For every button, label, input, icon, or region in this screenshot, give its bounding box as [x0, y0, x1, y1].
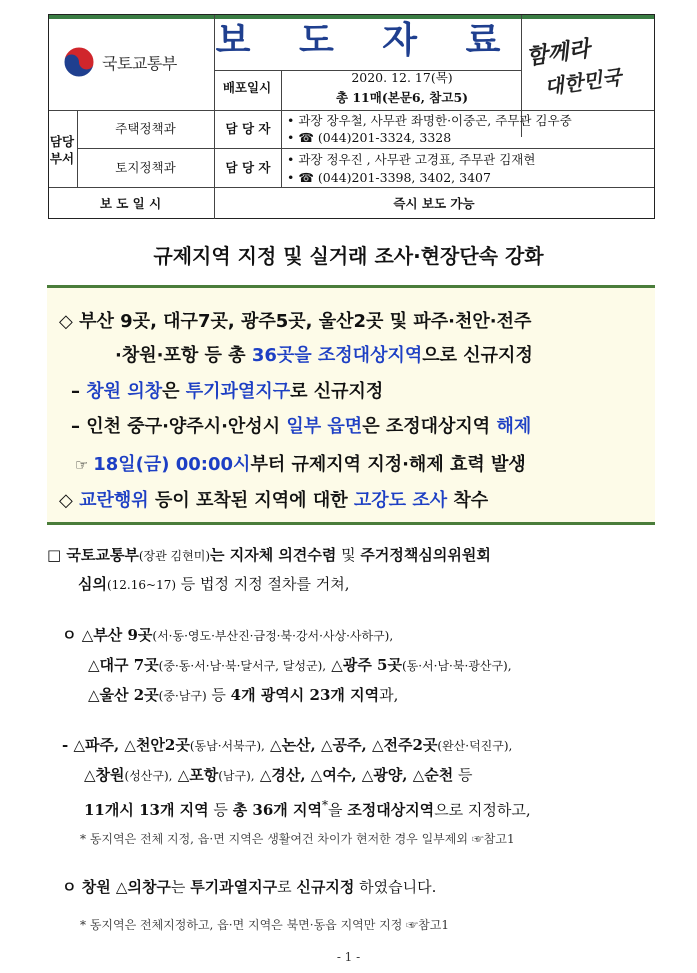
page-number: - 1 -: [336, 950, 361, 964]
release-date: 2020. 12. 17(목): [351, 70, 453, 85]
page-title: 규제지역 지정 및 실거래 조사·현장단속 강화: [153, 244, 544, 268]
bullet-item: △울산 2곳(중·남구) 등 4개 광역시 23개 지역과,: [88, 686, 399, 704]
taegeuk-icon: [62, 45, 96, 79]
summary-line: – 인천 중구·양주시·안성시 일부 읍면은 조정대상지역 해제: [71, 416, 532, 437]
footnote: * 동지역은 전체 지정, 읍·면 지역은 생활여건 차이가 현저한 경우 일부제외 ☞참고1: [80, 832, 515, 846]
summary-top-border: [47, 285, 655, 288]
contact-role: 담 당 자: [225, 121, 271, 136]
ministry-logo: [62, 42, 202, 82]
contact-staff: • 과장 정우진 , 사무관 고경표, 주무관 김재현: [287, 152, 536, 167]
dept-label: 담당 부서: [49, 134, 75, 166]
divider: [77, 148, 654, 149]
phone-icon: ☎: [298, 130, 314, 145]
bullet-item: ㅇ △부산 9곳(서·동·영도·부산진·금정·북·강서·사상·사하구),: [62, 626, 394, 644]
page-count: 총 11매(본문6, 참고5): [335, 90, 469, 105]
embargo-value: 즉시 보도 가능: [393, 196, 475, 211]
summary-line: ·창원·포항 등 총 36곳을 조정대상지역으로 신규지정: [115, 345, 533, 366]
ministry-name: 국토교통부: [102, 53, 177, 73]
slogan-line-2: 대한민국: [542, 64, 623, 100]
release-date-label: 배포일시: [222, 80, 272, 95]
staff-names: 과장 정우진 , 사무관 고경표, 주무관 김재현: [298, 152, 536, 167]
summary-line: – 창원 의창은 투기과열지구로 신규지정: [71, 381, 384, 402]
summary-box: [47, 285, 655, 525]
body-paragraph: 심의(12.16~17) 등 법정 지정 절차를 거쳐,: [78, 575, 350, 593]
phone-number: (044)201-3324, 3328: [317, 130, 452, 145]
press-title: 보 도 자 료: [215, 20, 519, 61]
contact-staff: • 과장 장우철, 사무관 좌명한·이중곤, 주무관 김우중: [287, 113, 572, 128]
slogan-logo: [524, 30, 648, 110]
contact-phone: • ☎ (044)201-3398, 3402, 3407: [287, 170, 491, 185]
body-paragraph: □ 국토교통부(장관 김현미)는 지자체 의견수렴 및 주거정책심의위원회: [47, 546, 491, 564]
summary-line: ◇ 부산 9곳, 대구7곳, 광주5곳, 울산2곳 및 파주·천안·전주: [59, 311, 532, 332]
dept-name: 주택정책과: [115, 121, 176, 136]
embargo-label: 보 도 일 시: [99, 196, 162, 211]
summary-bottom-border: [47, 522, 655, 525]
bullet-item: - △파주, △천안2곳(동남·서북구), △논산, △공주, △전주2곳(완산·덕진구),: [62, 736, 513, 754]
staff-names: 과장 장우철, 사무관 좌명한·이중곤, 주무관 김우중: [298, 113, 572, 128]
summary-line: ☞ 18일(금) 00:00시부터 규제지역 지정·해제 효력 발생: [75, 454, 526, 475]
bullet-item: ㅇ 창원 △의창구는 투기과열지구로 신규지정 하였습니다.: [62, 878, 437, 896]
divider: [49, 187, 654, 188]
dept-name: 토지정책과: [115, 160, 176, 175]
slogan-line-1: 함께라: [524, 35, 592, 71]
phone-icon: ☎: [298, 170, 314, 185]
bullet-item: 11개시 13개 지역 등 총 36개 지역*을 조정대상지역으로 지정하고,: [84, 798, 531, 819]
summary-line: ◇ 교란행위 등이 포착된 지역에 대한 고강도 조사 착수: [59, 490, 489, 511]
divider: [49, 110, 654, 111]
divider: [281, 70, 282, 110]
bullet-item: △창원(성산구), △포항(남구), △경산, △여수, △광양, △순천 등: [84, 766, 473, 784]
phone-number: (044)201-3398, 3402, 3407: [317, 170, 491, 185]
contact-phone: • ☎ (044)201-3324, 3328: [287, 130, 452, 145]
footnote: * 동지역은 전체지정하고, 읍·면 지역은 북면·동읍 지역만 지정 ☞참고1: [80, 918, 449, 932]
contact-role: 담 당 자: [225, 160, 271, 175]
bullet-item: △대구 7곳(중·동·서·남·북·달서구, 달성군), △광주 5곳(동·서·남·북·광산구),: [88, 656, 512, 674]
